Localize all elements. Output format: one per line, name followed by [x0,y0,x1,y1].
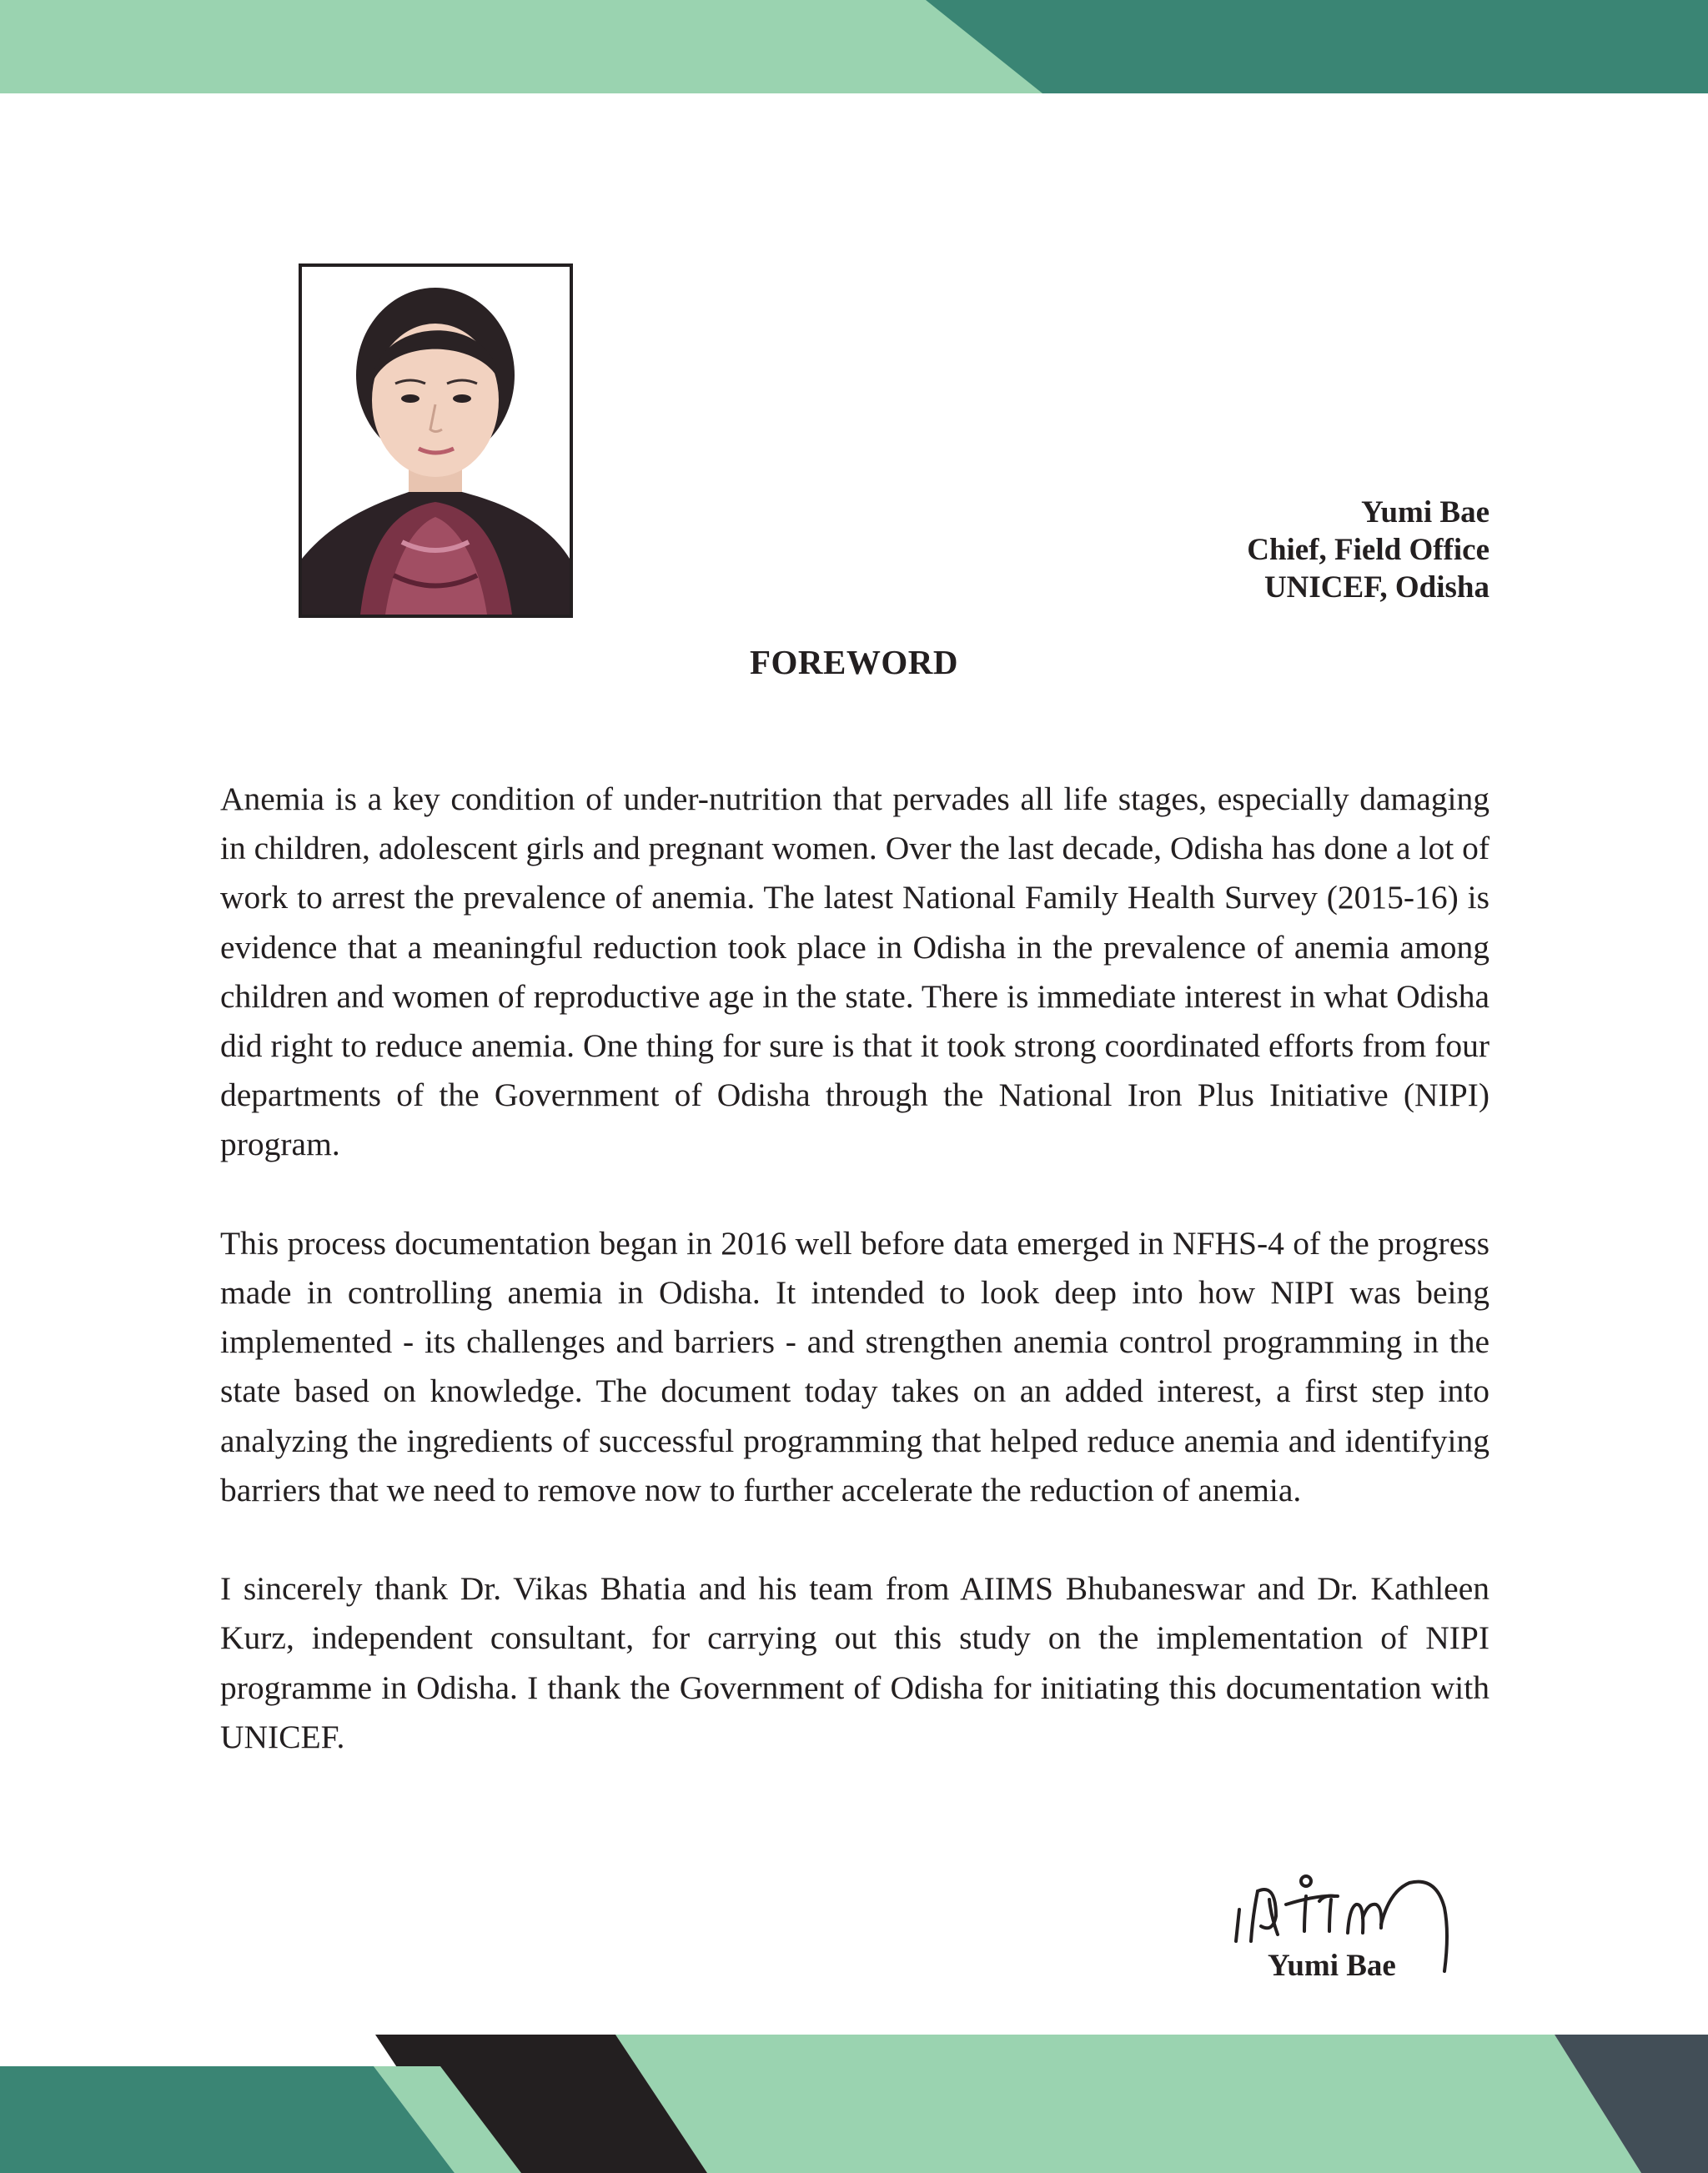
signature-name: Yumi Bae [1268,1949,1396,1983]
signatory-name: Yumi Bae [1361,495,1489,529]
signatory-position: Chief, Field Office [1247,533,1489,567]
paragraph-1: Anemia is a key condition of under-nutrition that pervades all life stages, especially damaging in children, adolescent girls and pregnant women. Over the last decade, Odisha has done a lot of work to arrest the prevalence of anemia. The latest National Family Health Survey (2015-16) is evidence that a meaningful reduction took place in Odisha in the prevalence of anemia among children and women of reproductive age in the state. There is immediate interest in what Odisha did right to reduce anemia. One thing for sure is that it took strong coordinated efforts from four departments of the Government of Odisha through the National Iron Plus Initiative (NIPI) program. [220,780,1489,1163]
foreword-body [220,775,1489,1811]
paragraph-3: I sincerely thank Dr. Vikas Bhatia and his team from AIIMS Bhubaneswar and Dr. Kathleen Kurz, independent consultant, for carrying out this study on the implementation of NIPI programme in Odisha. I thank the Government of Odisha for initiating this documentation with UNICEF. [220,1570,1489,1755]
signatory-block [1247,494,1489,606]
bottom-band-light [615,2035,1641,2173]
paragraph-2: This process documentation began in 2016 well before data emerged in NFHS-4 of the progress made in controlling anemia in Odisha. It intended to look deep into how NIPI was being implemented - its challenges and barriers - and strengthen anemia control programming in the state based on knowledge. The document today takes on an added interest, a first step into analyzing the ingredients of successful programming that helped reduce anemia and identifying barriers that we need to remove now to further accelerate the reduction of anemia. [220,1224,1489,1508]
bottom-decorative-band [0,2035,1708,2173]
page-title: FOREWORD [750,643,958,681]
signatory-office: UNICEF, Odisha [1263,570,1489,605]
portrait-photo [299,263,573,618]
top-decorative-band [0,0,1708,93]
top-band-dark [926,0,1708,93]
